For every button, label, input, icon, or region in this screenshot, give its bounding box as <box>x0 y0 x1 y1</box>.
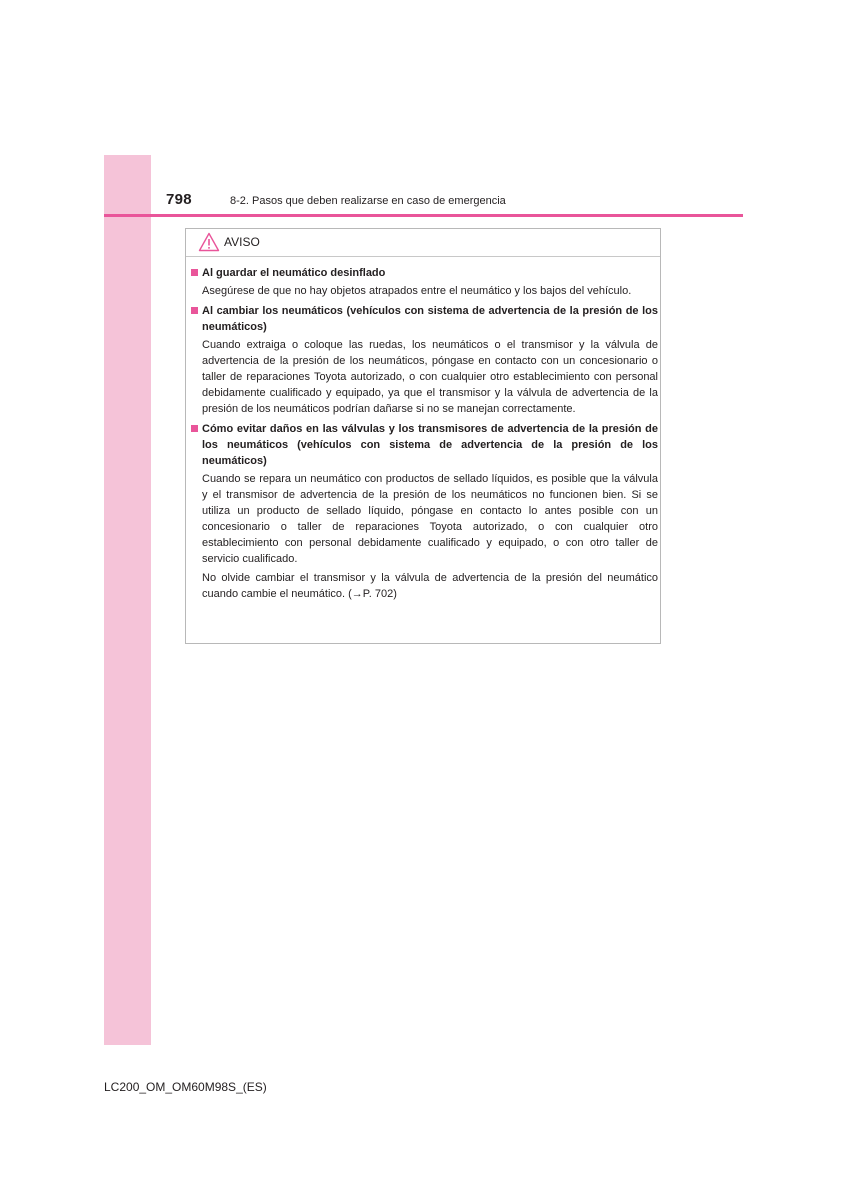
warning-header <box>186 229 660 257</box>
item-paragraph: Asegúrese de que no hay objetos atrapados entre el neumático y los bajos del vehículo. <box>202 285 632 297</box>
document-code: LC200_OM_OM60M98S_(ES) <box>104 1080 267 1094</box>
square-bullet-icon <box>191 269 198 276</box>
item-paragraph: No olvide cambiar el transmisor y la válvula de advertencia de la presión del neumático cuando cambie el neumático. (→P. 702) <box>202 572 658 600</box>
warning-item <box>190 421 658 602</box>
page-number: 798 <box>166 191 192 208</box>
side-tab-band <box>104 155 151 1045</box>
item-paragraph: Cuando extraiga o coloque las ruedas, los neumáticos o el transmisor y la válvula de advertencia de la presión de los neumáticos, póngase en contacto con un concesionario o taller de reparaciones Toyota autorizado, o con cualquier otro establecimiento con personal debidamente cualificado y equipado, ya que el transmisor y la válvula de advertencia de la presión de los neumáticos podrían dañarse si no se manejan correctamente. <box>202 339 658 415</box>
warning-item <box>190 303 658 417</box>
item-paragraph: Cuando se repara un neumático con productos de sellado líquidos, es posible que la válvula y el transmisor de advertencia de la presión de los neumáticos no funcionen bien. Si se utiliza un producto de sellado líquido, póngase en contacto lo antes posible con un concesionario o taller de reparaciones Toyota autorizado, o con cualquier otro establecimiento con personal debidamente cualificado y equipado, o con otro taller de servicio cualificado. <box>202 473 658 565</box>
warning-content <box>190 265 658 606</box>
square-bullet-icon <box>191 425 198 432</box>
item-heading <box>190 303 658 335</box>
warning-box <box>185 228 661 644</box>
section-title: 8-2. Pasos que deben realizarse en caso de emergencia <box>230 195 506 207</box>
item-heading <box>190 421 658 469</box>
item-heading <box>190 265 658 281</box>
warning-triangle-icon <box>198 232 220 252</box>
item-heading-text: Al cambiar los neumáticos (vehículos con sistema de advertencia de la presión de los neumáticos) <box>202 305 658 333</box>
square-bullet-icon <box>191 307 198 314</box>
item-heading-text: Cómo evitar daños en las válvulas y los transmisores de advertencia de la presión de los neumáticos (vehículos con sistema de advertencia de la presión de los neumáticos) <box>202 423 658 467</box>
warning-item <box>190 265 658 299</box>
header-rule <box>104 214 743 217</box>
item-heading-text: Al guardar el neumático desinflado <box>202 267 386 279</box>
warning-label: AVISO <box>224 235 260 249</box>
